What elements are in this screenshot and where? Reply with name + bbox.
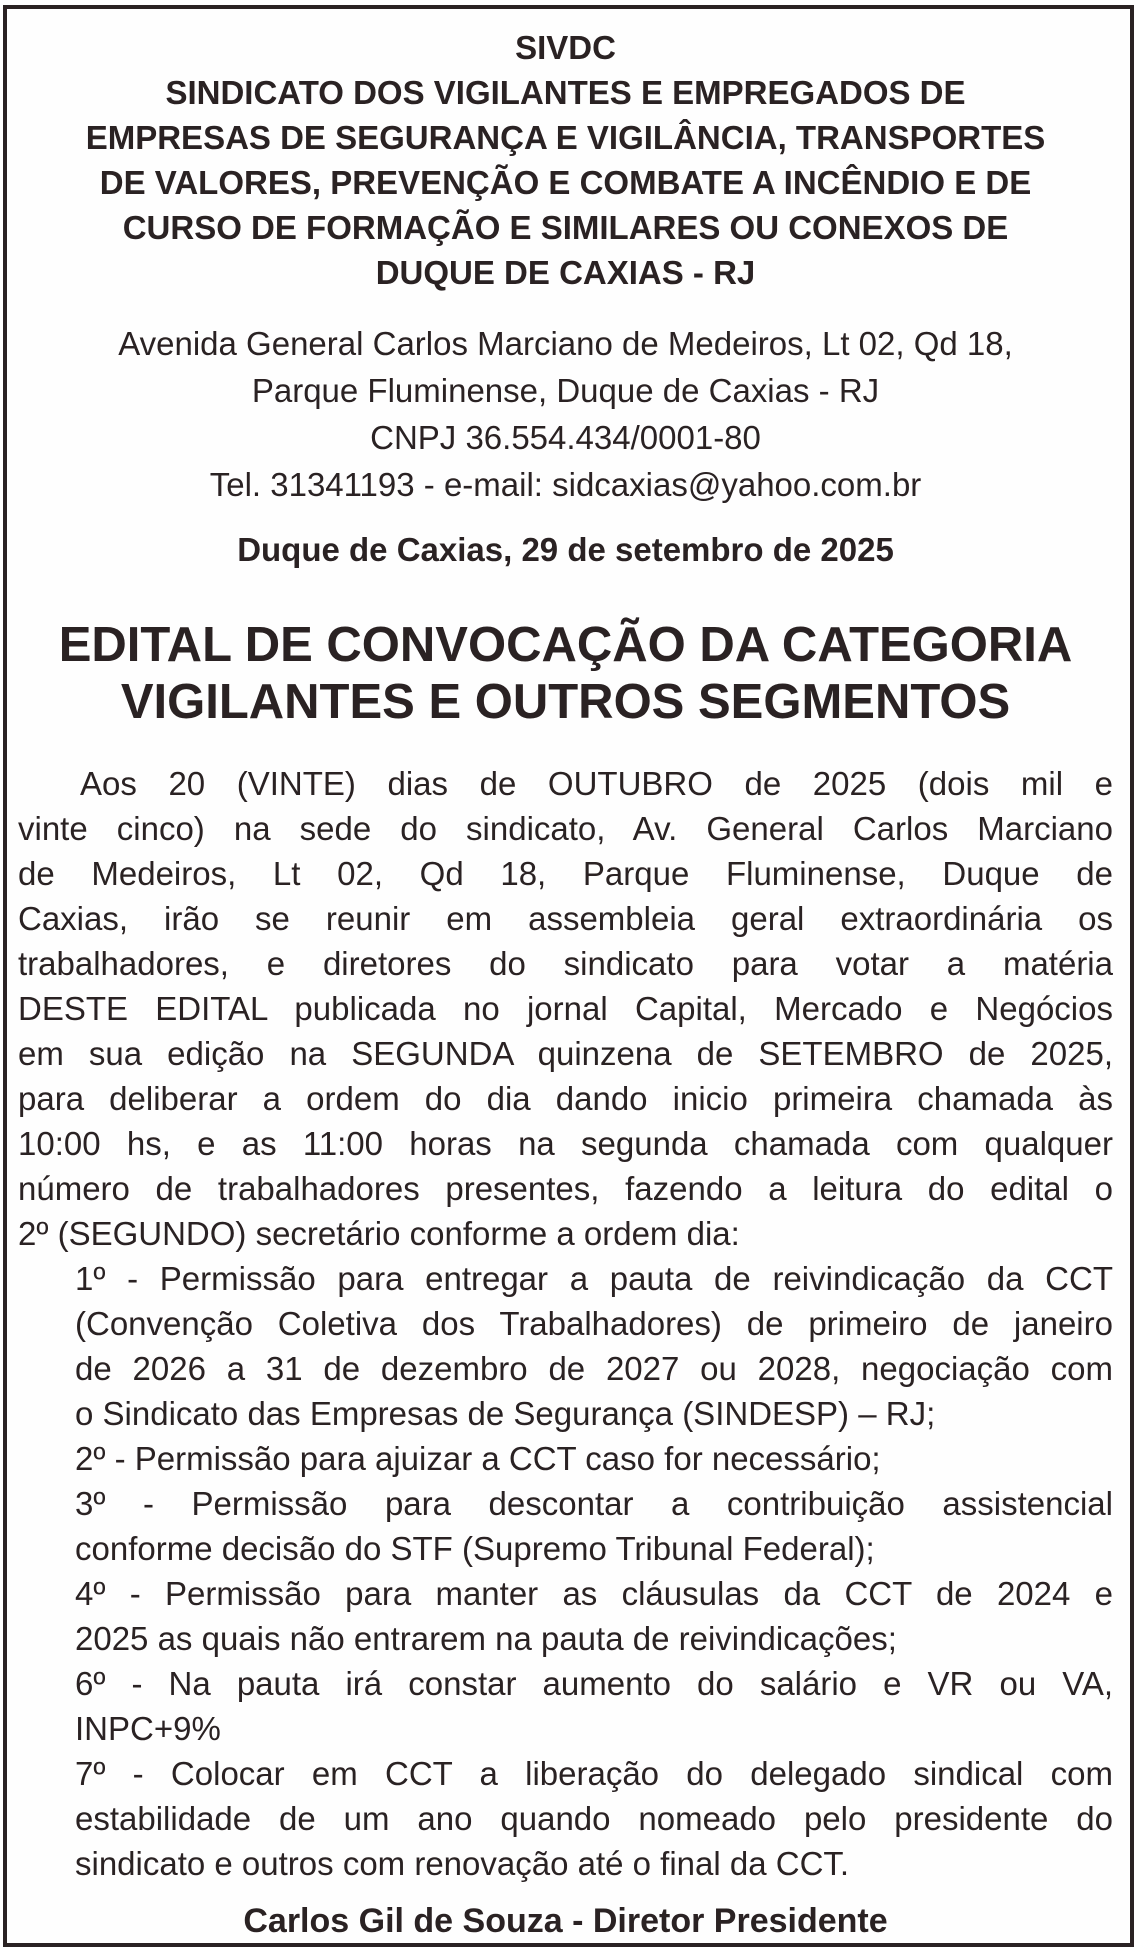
contact-line: Tel. 31341193 - e-mail: sidcaxias@yahoo.com.br <box>209 466 922 503</box>
org-header <box>18 25 1113 295</box>
edital-title-line: VIGILANTES E OUTROS SEGMENTOS <box>120 675 1011 729</box>
item-line: 7º - Colocar em CCT a liberação do delegado sindical com <box>75 1755 1113 1792</box>
agenda-item-3 <box>18 1481 1113 1571</box>
intro-line: número de trabalhadores presentes, fazendo a leitura do edital o <box>18 1170 1113 1207</box>
agenda-item-1 <box>18 1256 1113 1436</box>
intro-line: em sua edição na SEGUNDA quinzena de SETEMBRO de 2025, <box>18 1035 1113 1072</box>
item-line: estabilidade de um ano quando nomeado pelo presidente do <box>75 1800 1113 1837</box>
agenda-item-6 <box>18 1661 1113 1751</box>
intro-line: Caxias, irão se reunir em assembleia geral extraordinária os <box>18 900 1113 937</box>
signature: Carlos Gil de Souza - Diretor Presidente <box>243 1902 888 1940</box>
item-line: 4º - Permissão para manter as cláusulas da CCT de 2024 e <box>75 1575 1113 1612</box>
dateline: Duque de Caxias, 29 de setembro de 2025 <box>237 531 894 568</box>
org-name-line: EMPRESAS DE SEGURANÇA E VIGILÂNCIA, TRANSPORTES <box>85 119 1046 156</box>
intro-line: vinte cinco) na sede do sindicato, Av. General Carlos Marciano <box>18 810 1113 847</box>
item-line: INPC+9% <box>75 1710 221 1747</box>
intro-line: para deliberar a ordem do dia dando inicio primeira chamada às <box>18 1080 1113 1117</box>
agenda-item-2 <box>18 1436 1113 1481</box>
item-line: o Sindicato das Empresas de Segurança (SINDESP) – RJ; <box>75 1395 936 1432</box>
item-line: 2º - Permissão para ajuizar a CCT caso for necessário; <box>75 1440 881 1477</box>
org-name-line: CURSO DE FORMAÇÃO E SIMILARES OU CONEXOS DE <box>122 209 1009 246</box>
address-line: Avenida General Carlos Marciano de Medeiros, Lt 02, Qd 18, <box>118 325 1013 362</box>
address-line: Parque Fluminense, Duque de Caxias - RJ <box>251 372 880 409</box>
item-line: conforme decisão do STF (Supremo Tribunal Federal); <box>75 1530 875 1567</box>
org-name-line: SINDICATO DOS VIGILANTES E EMPREGADOS DE <box>165 74 966 111</box>
edital-title-line: EDITAL DE CONVOCAÇÃO DA CATEGORIA <box>58 618 1073 672</box>
item-line: 3º - Permissão para descontar a contribuição assistencial <box>75 1485 1113 1522</box>
org-address-block <box>18 320 1113 508</box>
agenda-item-7 <box>18 1751 1113 1886</box>
item-line: (Convenção Coletiva dos Trabalhadores) de primeiro de janeiro <box>75 1305 1113 1342</box>
edital-title <box>18 617 1113 731</box>
intro-line: Aos 20 (VINTE) dias de OUTUBRO de 2025 (dois mil e <box>80 765 1113 802</box>
intro-line: DESTE EDITAL publicada no jornal Capital, Mercado e Negócios <box>18 990 1113 1027</box>
document-frame <box>3 5 1134 1947</box>
intro-line: 10:00 hs, e as 11:00 horas na segunda chamada com qualquer <box>18 1125 1113 1162</box>
item-line: 6º - Na pauta irá constar aumento do salário e VR ou VA, <box>75 1665 1113 1702</box>
item-line: 2025 as quais não entrarem na pauta de reivindicações; <box>75 1620 897 1657</box>
org-name-line: DUQUE DE CAXIAS - RJ <box>375 254 756 291</box>
cnpj-line: CNPJ 36.554.434/0001-80 <box>370 419 761 456</box>
agenda-item-4 <box>18 1571 1113 1661</box>
org-acronym: SIVDC <box>515 29 616 66</box>
intro-line: 2º (SEGUNDO) secretário conforme a ordem dia: <box>18 1215 740 1252</box>
org-name-line: DE VALORES, PREVENÇÃO E COMBATE A INCÊNDIO E DE <box>99 164 1032 201</box>
item-line: 1º - Permissão para entregar a pauta de reivindicação da CCT <box>75 1260 1113 1297</box>
intro-line: de Medeiros, Lt 02, Qd 18, Parque Fluminense, Duque de <box>18 855 1113 892</box>
intro-line: trabalhadores, e diretores do sindicato para votar a matéria <box>18 945 1113 982</box>
item-line: sindicato e outros com renovação até o final da CCT. <box>75 1845 850 1882</box>
item-line: de 2026 a 31 de dezembro de 2027 ou 2028, negociação com <box>75 1350 1113 1387</box>
intro-paragraph <box>18 761 1113 1256</box>
